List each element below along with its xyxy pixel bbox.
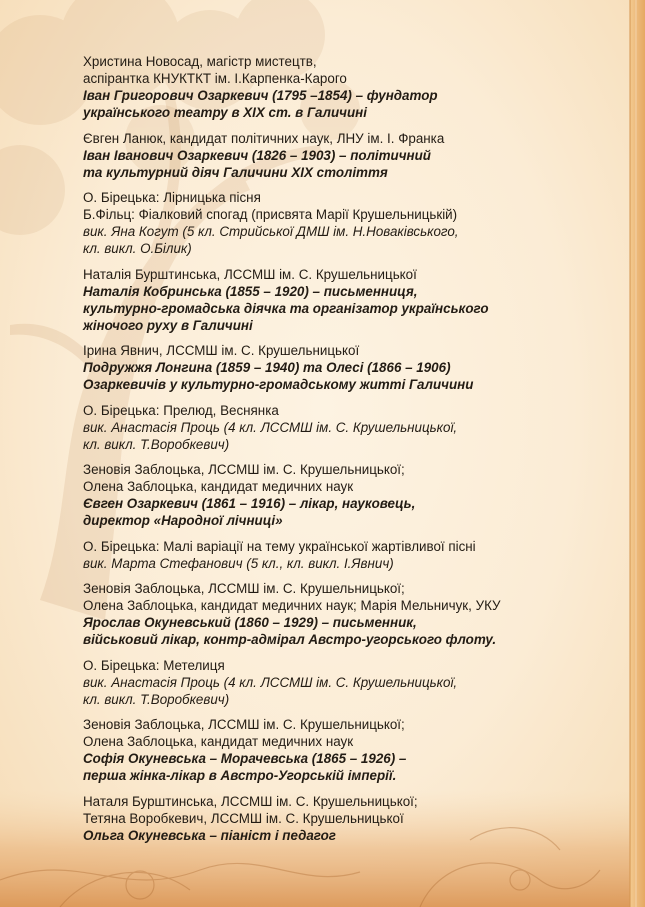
talk-title: культурно-громадська діячка та організатор українського — [83, 300, 489, 316]
program-item — [83, 657, 553, 708]
program-item — [83, 716, 553, 784]
performer-line: кл. викл. Т.Воробкевич) — [83, 691, 230, 707]
program-item — [83, 342, 553, 393]
speaker-line: О. Бірецька: Лірницька пісня — [83, 190, 261, 205]
speaker-line: Зеновія Заблоцька, ЛССМШ ім. С. Крушельницької; — [83, 581, 405, 596]
talk-title: військовий лікар, контр-адмірал Австро-угорського флоту. — [83, 632, 497, 647]
speaker-line: Тетяна Воробкевич, ЛССМШ ім. С. Крушельницької — [83, 810, 404, 826]
talk-title: українського театру в ХІХ ст. в Галичині — [83, 105, 367, 120]
speaker-line: Ірина Явнич, ЛССМШ ім. С. Крушельницької — [83, 343, 360, 358]
talk-title: Озаркевичів у культурно-громадському житті Галичини — [83, 377, 474, 392]
speaker-line: О. Бірецька: Метелиця — [83, 657, 225, 673]
speaker-line: Христина Новосад, магістр мистецтв, — [83, 54, 317, 69]
performer-line: вик. Яна Когут (5 кл. Стрийської ДМШ ім. Н.Новаківського, — [83, 224, 459, 239]
speaker-line: О. Бірецька: Прелюд, Веснянка — [83, 402, 279, 418]
speaker-line: Б.Фільц: Фіалковий спогад (присвята Марії Крушельницькій) — [83, 207, 458, 222]
program-item — [83, 580, 553, 648]
program-item — [83, 53, 553, 121]
speaker-line: Олена Заблоцька, кандидат медичних наук — [83, 734, 354, 749]
program-item — [83, 402, 553, 453]
talk-title: перша жінка-лікар в Австро-Угорській імперії. — [83, 768, 397, 783]
performer-line: вик. Анастасія Проць (4 кл. ЛССМШ ім. С. Крушельницької, — [83, 419, 458, 435]
performer-line: кл. викл. Т.Воробкевич) — [83, 436, 230, 452]
talk-title: Ярослав Окуневський (1860 – 1929) – письменник, — [83, 615, 417, 630]
talk-title: Іван Іванович Озаркевич (1826 – 1903) – політичний — [83, 147, 431, 163]
talk-title: Подружжя Лонгина (1859 – 1940) та Олесі (1866 – 1906) — [83, 360, 451, 375]
speaker-line: О. Бірецька: Малі варіації на тему української жартівливої пісні — [83, 538, 476, 554]
speaker-line: Наталія Бурштинська, ЛССМШ ім. С. Крушельницької — [83, 266, 417, 282]
speaker-line: Зеновія Заблоцька, ЛССМШ ім. С. Крушельницької; — [83, 717, 405, 732]
talk-title: та культурний діяч Галичини ХІХ століття — [83, 164, 388, 180]
program-item — [83, 461, 553, 529]
performer-line: вик. Анастасія Проць (4 кл. ЛССМШ ім. С. Крушельницької, — [83, 674, 458, 690]
talk-title: Наталія Кобринська (1855 – 1920) – письменниця, — [83, 283, 418, 299]
performer-line: кл. викл. О.Білик) — [83, 241, 192, 256]
talk-title: Ольга Окуневська – піаніст і педагог — [83, 827, 336, 843]
speaker-line: аспірантка КНУКТКТ ім. І.Карпенка-Карого — [83, 71, 347, 86]
speaker-line: Наталя Бурштинська, ЛССМШ ім. С. Крушельницької; — [83, 793, 418, 809]
talk-title: Софія Окуневська – Морачевська (1865 – 1926) – — [83, 751, 407, 766]
speaker-line: Зеновія Заблоцька, ЛССМШ ім. С. Крушельницької; — [83, 462, 405, 477]
speaker-line: Олена Заблоцька, кандидат медичних наук; Марія Мельничук, УКУ — [83, 598, 501, 613]
program-item — [83, 189, 553, 257]
speaker-line: Олена Заблоцька, кандидат медичних наук — [83, 479, 354, 494]
program-item — [83, 266, 553, 334]
program-item — [83, 538, 553, 572]
talk-title: Іван Григорович Озаркевич (1795 –1854) – фундатор — [83, 88, 438, 103]
speaker-line: Євген Ланюк, кандидат політичних наук, ЛНУ ім. І. Франка — [83, 130, 445, 146]
right-frame-strip — [630, 0, 645, 907]
program-list — [83, 53, 553, 852]
talk-title: директор «Народної лічниці» — [83, 513, 283, 528]
program-item — [83, 130, 553, 181]
program-item — [83, 793, 553, 844]
talk-title: жіночого руху в Галичині — [83, 317, 253, 333]
performer-line: вик. Марта Стефанович (5 кл., кл. викл. І.Явнич) — [83, 555, 394, 571]
talk-title: Євген Озаркевич (1861 – 1916) – лікар, науковець, — [83, 496, 416, 511]
